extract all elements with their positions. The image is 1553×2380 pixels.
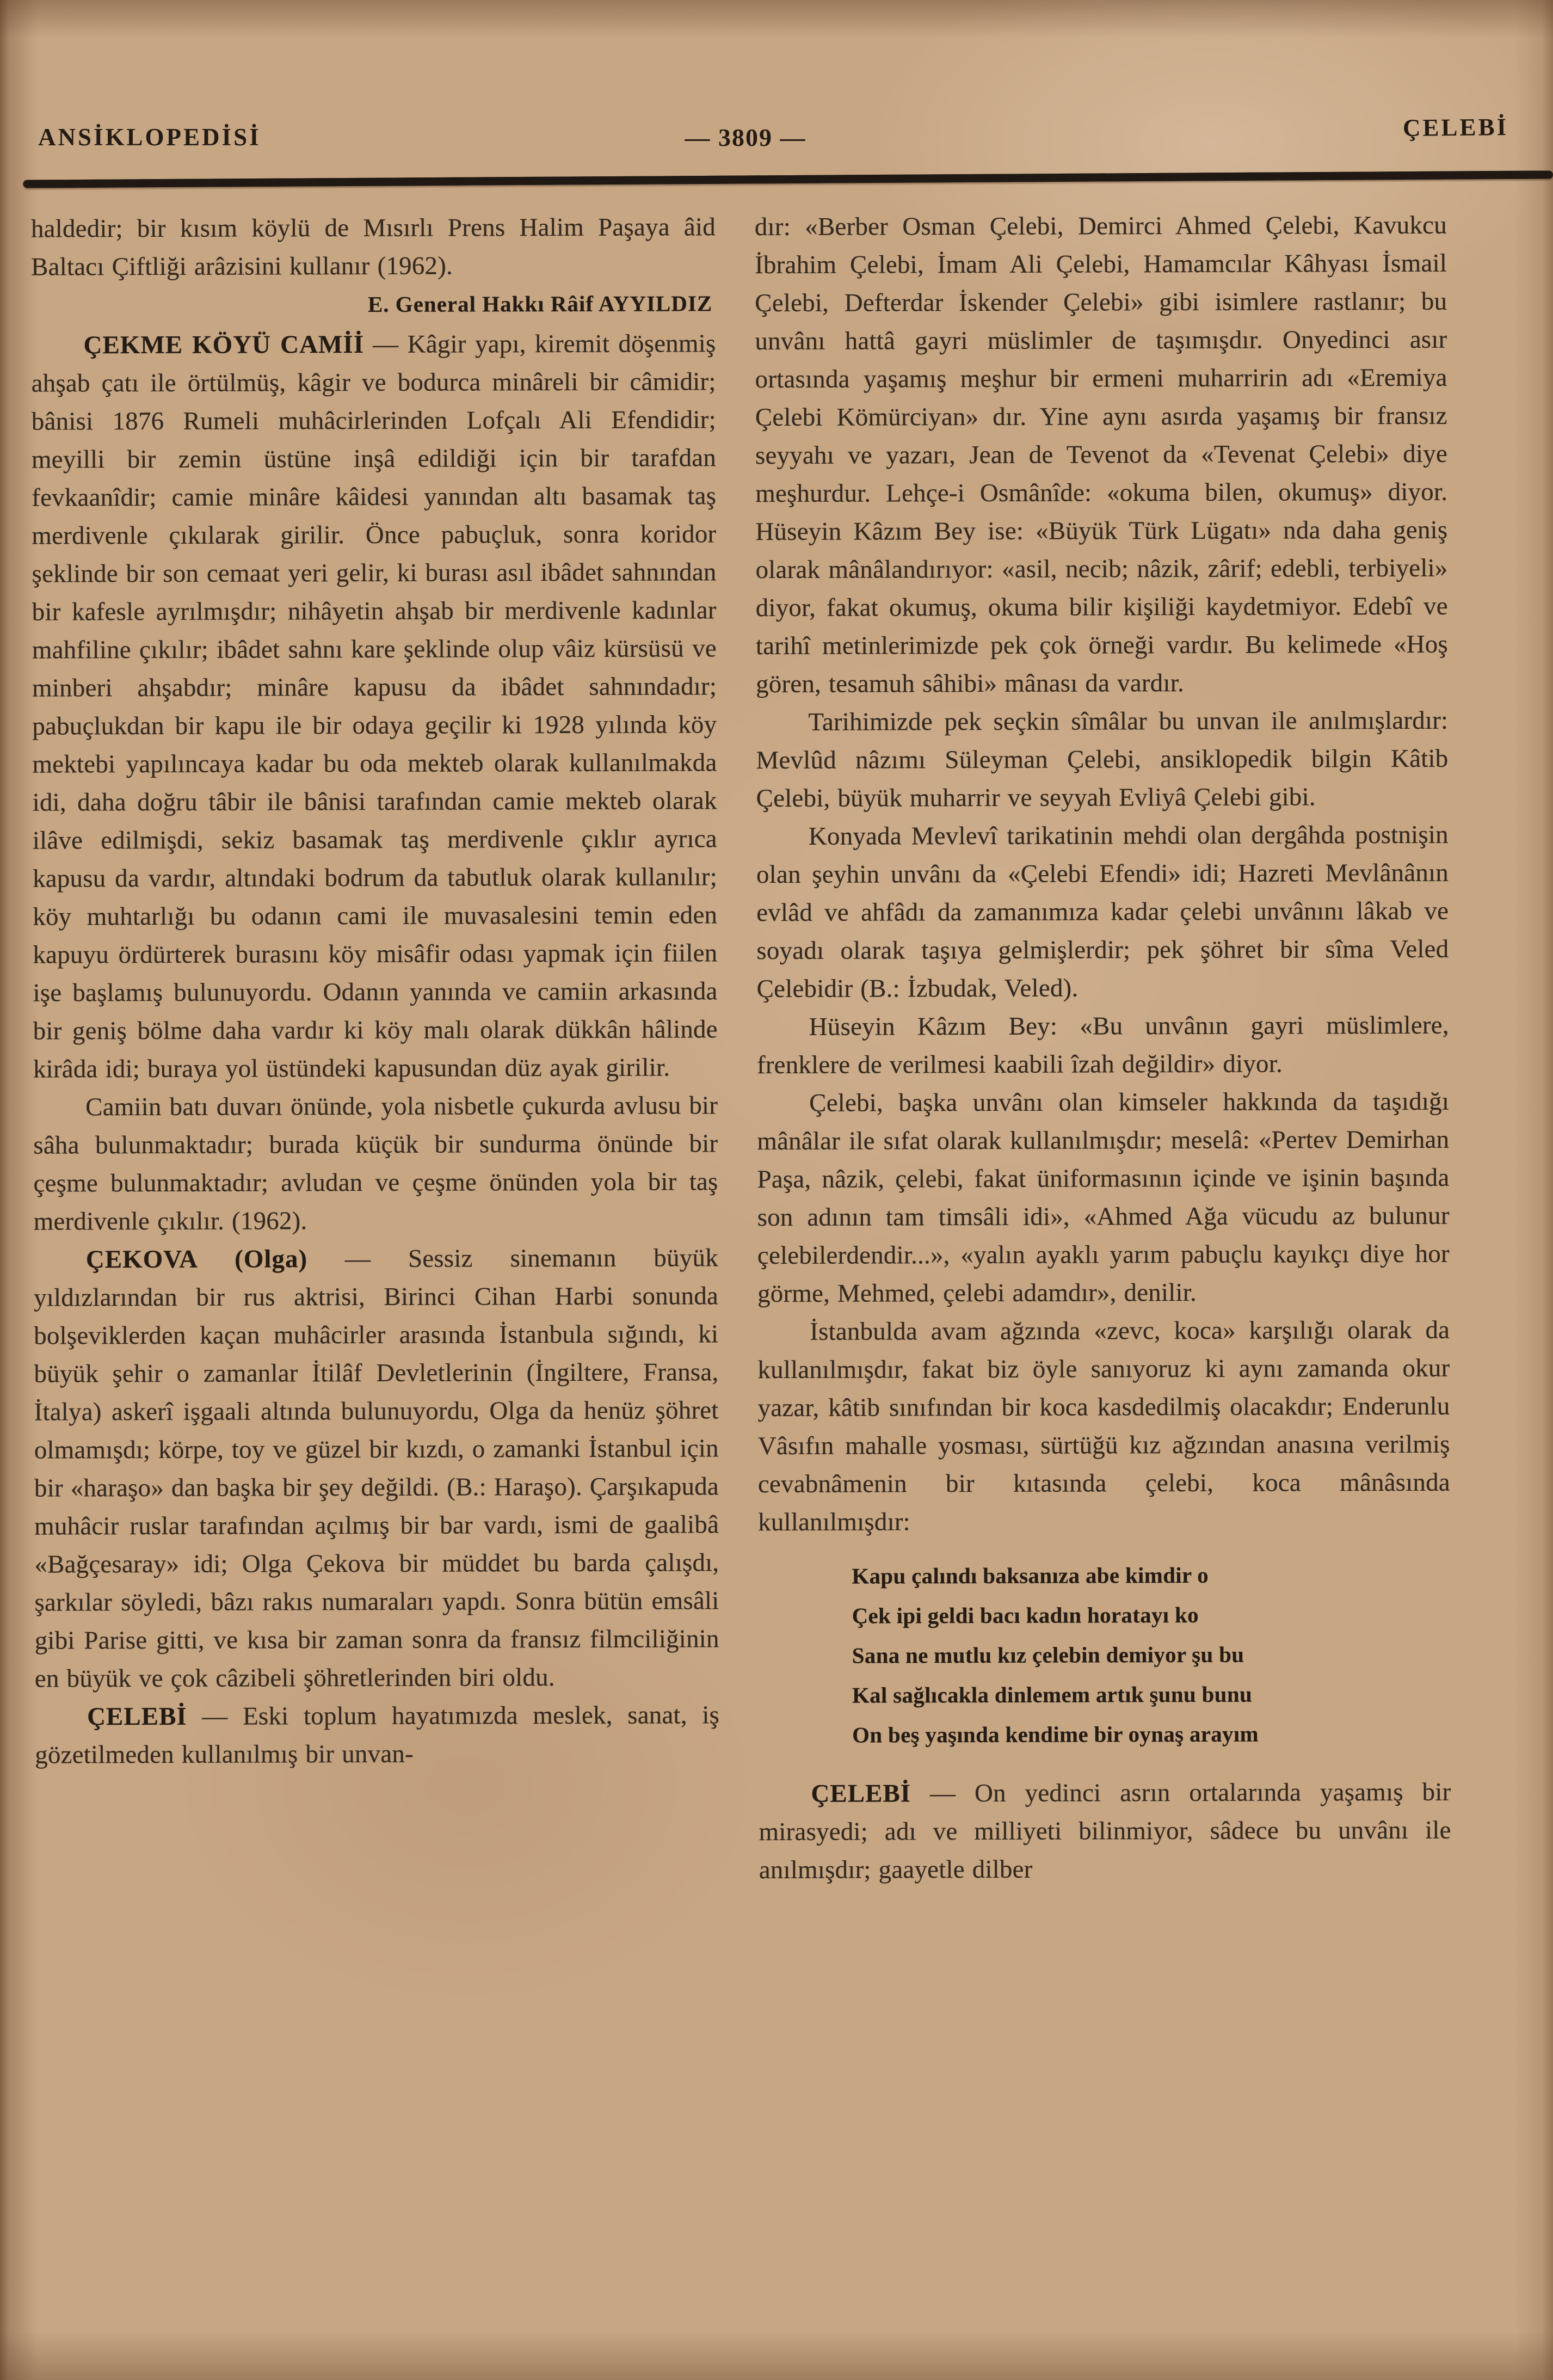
paragraph	[757, 1311, 1450, 1541]
paragraph	[31, 208, 716, 286]
paragraph-text: — On yedinci asrın ortalarında yaşamış bir mirasyedi; adı ve milliyeti bilinmiyor, sâdece bu unvânı ile anılmışdır; gaayetle dilber	[759, 1778, 1451, 1885]
paragraph-text: — Kâgir yapı, kiremit döşenmiş ahşab çatı ile örtülmüş, kâgir ve bodurca minâreli bir câmidir; bânisi 1876 Rumeli muhâcirlerinden Lofçalı Ali Efendidir; meyilli bir zemin üstüne inşâ edildiği için bir tarafdan fevkaanîdir; camie minâre kâidesi yanından altı basamak taş merdivenle çıkılarak girilir. Önce pabuçluk, sonra koridor şeklinde bir son cemaat yeri gelir, ki burası asıl ibâdet sahnından bir kafesle ayrılmışdır; nihâyetin ahşab bir merdivenle kadınlar mahfiline çıkılır; ibâdet sahnı kare şeklinde olup vâiz kürsüsü ve minberi ahşabdır; minâre kapusu da ibâdet sahnındadır; pabuçlukdan bir kapu ile bir odaya geçilir ki 1928 yılında köy mektebi yapılıncaya kadar bu oda mekteb olarak kullanılmakda idi, daha doğru tâbir ile bânisi tarafından camie mekteb olarak ilâve edilmişdi, sekiz basamak taş merdivenle çıklır ayrıca kapusu da vardır, altındaki bodrum da tabutluk olarak kullanılır; köy muhtarlığı bu odanın cami ile muvasalesini temin eden kapuyu ördürterek burasını köy misâfir odası yapmak için fiilen işe başlamış bulunuyordu. Odanın yanında ve camiin arkasında bir geniş bölme daha vardır ki köy malı olarak dükkân hâlinde kirâda idi; buraya yol üstündeki kapusundan düz ayak girilir.	[31, 329, 718, 1084]
header-title-right: ÇELEBİ	[1402, 113, 1509, 142]
paragraph	[755, 206, 1448, 703]
paragraph	[757, 1083, 1450, 1313]
paragraph-text: Konyada Mevlevî tarikatinin mehdi olan dergâhda postnişin olan şeyhin unvânı da «Çelebi Efendi» idi; Hazreti Mevlânânın evlâd ve ahfâdı da zamanımıza kadar çelebi unvânını lâkab ve soyadı olarak taşıya gelmişlerdir; pek şöhret bir sîma Veled Çelebidir (B.: İzbudak, Veled).	[756, 820, 1449, 1004]
paragraph	[756, 816, 1449, 1008]
text-columns	[0, 206, 1553, 2370]
entry-headword: ÇEKOVA (Olga)	[85, 1245, 308, 1274]
column-left	[31, 208, 721, 2370]
verse-line: On beş yaşında kendime bir oynaş arayım	[852, 1721, 1259, 1748]
paragraph-text: İstanbulda avam ağzında «zevc, koca» karşılığı olarak da kullanılmışdır, fakat biz öyle sanıyoruz ki aynı zamanda okur yazar, kâtib sınıfından bir koca kasdedilmiş olacakdır; Enderunlu Vâsıfın mahalle yosması, sürtüğü kız ağzından anasına verilmiş cevabnâmenin bir kıtasında çelebi, koca mânâsında kullanılmışdır:	[757, 1315, 1451, 1537]
paragraph-text: — Eski toplum hayatımızda meslek, sanat, iş gözetilmeden kullanılmış bir unvan-	[35, 1701, 720, 1769]
entry-headword: ÇELEBİ	[87, 1702, 187, 1731]
paragraph	[34, 1239, 719, 1698]
verse-line: Kapu çalındı baksanıza abe kimdir o	[852, 1562, 1209, 1589]
paragraph-text: haldedir; bir kısım köylü de Mısırlı Prens Halim Paşaya âid Baltacı Çiftliği arâzisini kullanır (1962).	[30, 213, 716, 281]
paragraph-text: Hüseyin Kâzım Bey: «Bu unvânın gayri müslimlere, frenklere de verilmesi kaabili îzah değildir» diyor.	[756, 1011, 1449, 1080]
paragraph	[757, 1006, 1449, 1084]
entry-headword: ÇELEBİ	[811, 1779, 911, 1808]
header-title-left: ANSİKLOPEDİSİ	[38, 124, 261, 151]
paragraph-text: dır: «Berber Osman Çelebi, Demirci Ahmed Çelebi, Kavukcu İbrahim Çelebi, İmam Ali Çelebi, Hamamcılar Kâhyası İsmail Çelebi, Defterdar İskender Çelebi» gibi isimlere rastlanır; bu unvânı hattâ gayri müslimler de taşımışdır. Onyedinci asır ortasında yaşamış meşhur bir ermeni muharririn adı «Eremiya Çelebi Kömürciyan» dır. Yine aynı asırda yaşamış bir fransız seyyahı ve yazarı, Jean de Tevenot da «Tevenat Çelebi» diye meşhurdur. Lehçe-i Osmânîde: «okuma bilen, okumuş» diyor. Hüseyin Kâzım Bey ise: «Büyük Türk Lügatı» nda daha geniş olarak mânâlandırıyor: «asil, necib; nâzik, zârif; edebli, terbiyeli» diyor, fakat okumuş, okuma bilir kişiliği kaydetmiyor. Edebî ve tarihî metinlerimizde pek çok örneği vardır. Bu kelimede «Hoş gören, tesamuh sâhibi» mânası da vardır.	[754, 211, 1448, 699]
paragraph	[35, 1696, 719, 1774]
paragraph	[31, 324, 718, 1088]
paragraph	[756, 702, 1449, 817]
paragraph-text: Camiin batı duvarı önünde, yola nisbetle çukurda avlusu bir sâha bulunmaktadır; burada küçük bir sundurma önünde bir çeşme bulunmaktadır; avludan ve çeşme önünden yola bir taş merdivenle çıkılır. (1962).	[33, 1091, 718, 1236]
verse-block	[852, 1555, 1451, 1755]
author-byline: E. General Hakkı Râif AYYILDIZ	[367, 291, 713, 317]
column-right	[755, 206, 1452, 2369]
header-divider-rule	[24, 170, 1553, 188]
verse-line: Kal sağlıcakla dinlemem artık şunu bunu	[852, 1681, 1253, 1708]
verse-line: Çek ipi geldi bacı kadın horatayı ko	[852, 1602, 1199, 1628]
entry-headword: ÇEKME KÖYÜ CAMİİ	[83, 330, 365, 360]
paragraph-text: Çelebi, başka unvânı olan kimseler hakkında da taşıdığı mânâlar ile sıfat olarak kullanılmışdır; meselâ: «Pertev Demirhan Paşa, nâzik, çelebi, fakat üniformasının içinde ve işinin başında son adının tam timsâli idi», «Ahmed Ağa vücudu az bulunur çelebilerdendir...», «yalın ayaklı yarım pabuçlu kayıkçı diye hor görme, Mehmed, çelebi adamdır», denilir.	[757, 1087, 1450, 1308]
verse-line: Sana ne mutlu kız çelebin demiyor şu bu	[852, 1641, 1244, 1668]
page-number: — 3809 —	[685, 124, 806, 151]
paragraph	[759, 1773, 1451, 1889]
paragraph	[33, 1086, 718, 1240]
paragraph-text: — Sessiz sinemanın büyük yıldızlarından bir rus aktrisi, Birinci Cihan Harbi sonunda bolşeviklerden kaçan muhâcirler arasında İstanbula sığındı, ki büyük şehir o zamanlar İtilâf Devletlerinin (İngiltere, Fransa, İtalya) askerî işgaali altında bulunuyordu, Olga da henüz şöhret olmamışdı; körpe, toy ve güzel bir kızdı, o zamanki İstanbul için bir «haraşo» dan başka bir şey değildi. (B.: Haraşo). Çarşıkapuda muhâcir ruslar tarafından açılmış bir bar vardı, ismi de gaalibâ «Bağçesaray» idi; Olga Çekova bir müddet bu barda çalışdı, şarkılar söyledi, bâzı rakıs numaraları yapdı. Sonra bütün emsâli gibi Parise gitti, ve kısa bir zaman sonra da fransız filmciliğinin en büyük ve çok câzibeli şöhretlerinden biri oldu.	[33, 1244, 719, 1693]
page-header	[0, 113, 1553, 161]
paragraph-text: Tarihimizde pek seçkin sîmâlar bu unvan ile anılmışlardır: Mevlûd nâzımı Süleyman Çelebi, ansiklopedik bilgin Kâtib Çelebi, büyük muharrir ve seyyah Evliyâ Çelebi gibi.	[756, 706, 1449, 813]
